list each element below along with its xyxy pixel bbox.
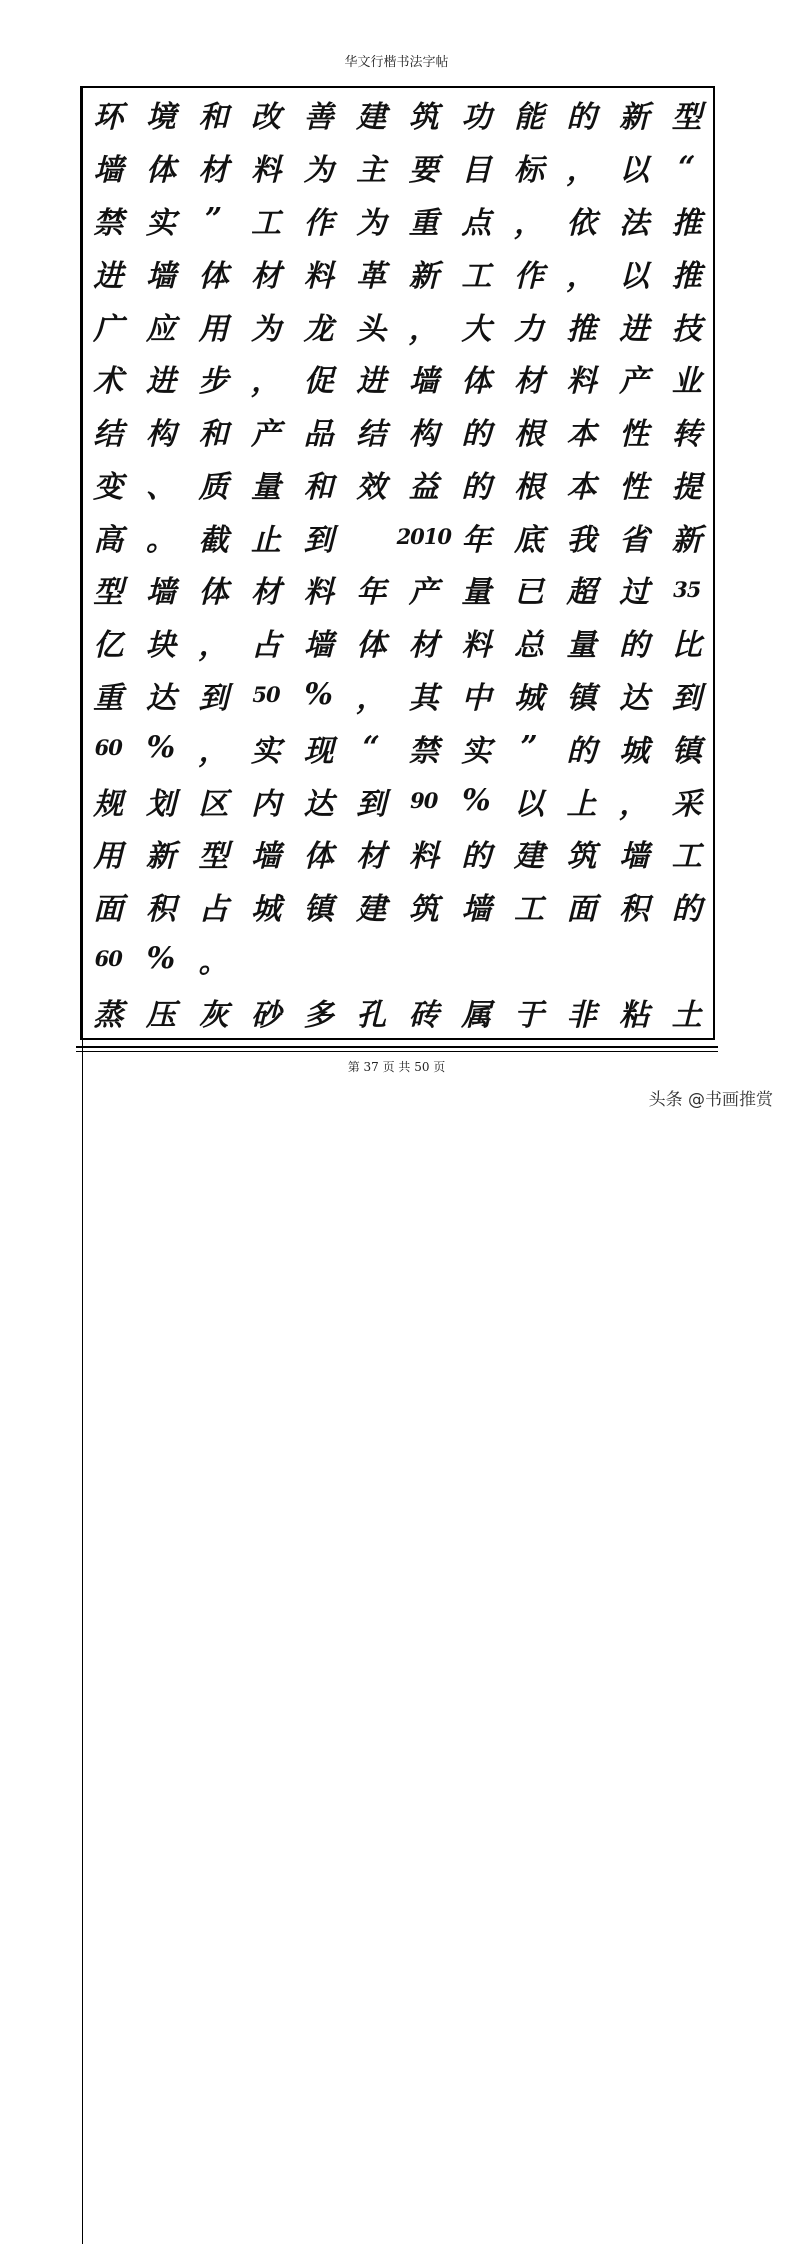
grid-character: ， (513, 205, 544, 241)
grid-character: 进 (356, 364, 387, 400)
grid-character: 面 (93, 892, 124, 928)
grid-character: ” (520, 730, 538, 766)
grid-character (555, 932, 608, 985)
grid-character: 墙 (251, 839, 282, 875)
grid-character: 积 (145, 892, 176, 928)
grid-character: 禁 (93, 205, 124, 241)
grid-character (608, 932, 661, 985)
grid-character (397, 932, 450, 985)
grid-character: 面 (566, 892, 597, 928)
grid-character: 属 (461, 997, 492, 1033)
grid-character: 量 (251, 469, 282, 505)
footer-divider-thin (76, 1051, 718, 1052)
grid-character (345, 510, 398, 563)
grid-character: 的 (566, 100, 597, 136)
grid-character: % (146, 730, 176, 766)
grid-character: 步 (198, 364, 229, 400)
grid-character: 效 (356, 469, 387, 505)
grid-character: ， (566, 153, 597, 189)
grid-character: 主 (356, 153, 387, 189)
grid-character: 为 (251, 311, 282, 347)
grid-character: 根 (513, 417, 544, 453)
grid-character: 新 (671, 522, 702, 558)
grid-character: 90 (410, 788, 438, 813)
grid-character: 墙 (93, 153, 124, 189)
calligraphy-grid (80, 86, 715, 1040)
grid-character: 、 (145, 469, 176, 505)
grid-character: 60 (94, 946, 122, 972)
grid-character: 和 (303, 469, 334, 505)
grid-character: 体 (198, 258, 229, 294)
grid-character: 35 (673, 576, 701, 602)
grid-character (345, 932, 398, 985)
grid-character: 推 (671, 205, 702, 241)
grid-character: 依 (566, 205, 597, 241)
grid-character: ， (251, 364, 282, 400)
grid-character: 体 (198, 575, 229, 611)
grid-character: 根 (513, 469, 544, 505)
grid-character: 超 (566, 575, 597, 611)
grid-character: 材 (408, 628, 439, 664)
grid-character: 体 (356, 628, 387, 664)
grid-character: 推 (566, 311, 597, 347)
grid-character: 多 (303, 997, 334, 1033)
grid-character: 进 (145, 364, 176, 400)
grid-character: 比 (671, 628, 702, 664)
grid-character: 实 (145, 205, 176, 241)
grid-character: 标 (513, 153, 544, 189)
grid-character: 亿 (93, 628, 124, 664)
grid-character: 材 (251, 258, 282, 294)
grid-character: 孔 (356, 997, 387, 1033)
grid-character: 力 (513, 311, 544, 347)
grid-character: “ (362, 730, 380, 766)
grid-character: 型 (671, 100, 702, 136)
grid-character: 以 (619, 258, 650, 294)
grid-character: 实 (251, 733, 282, 769)
grid-character: 本 (566, 469, 597, 505)
grid-character: 到 (671, 680, 702, 716)
grid-character: 城 (251, 892, 282, 928)
grid-character: 质 (198, 469, 229, 505)
grid-character: “ (678, 149, 696, 185)
grid-character: 量 (461, 575, 492, 611)
grid-character: 。 (198, 944, 229, 980)
grid-character: 底 (513, 522, 544, 558)
grid-character: 灰 (198, 997, 229, 1033)
grid-character: 型 (198, 839, 229, 875)
grid-character: 筑 (566, 839, 597, 875)
page-title: 华文行楷书法字帖 (344, 55, 449, 70)
grid-character: 的 (461, 417, 492, 453)
grid-character: 新 (145, 839, 176, 875)
grid-character: 大 (461, 311, 492, 347)
grid-character: 本 (566, 417, 597, 453)
grid-character: 性 (619, 417, 650, 453)
grid-character: 业 (671, 364, 702, 400)
grid-character: 性 (619, 469, 650, 505)
grid-character: 能 (513, 100, 544, 136)
grid-character: 非 (566, 997, 597, 1033)
grid-character: 应 (145, 311, 176, 347)
grid-character: 品 (303, 417, 334, 453)
grid-character: 构 (145, 417, 176, 453)
grid-character: 中 (461, 680, 492, 716)
grid-character: 料 (303, 575, 334, 611)
grid-character: 构 (408, 417, 439, 453)
grid-character: 于 (513, 997, 544, 1033)
grid-character: 的 (566, 733, 597, 769)
grid-character: 进 (93, 258, 124, 294)
grid-character: 料 (566, 364, 597, 400)
grid-character: 环 (93, 100, 124, 136)
grid-character: 划 (145, 786, 176, 822)
grid-character: 点 (461, 205, 492, 241)
grid-character: 墙 (145, 258, 176, 294)
grid-character: 进 (619, 311, 650, 347)
grid-character: 禁 (408, 733, 439, 769)
grid-character: 压 (145, 997, 176, 1033)
grid-character: 截 (198, 522, 229, 558)
grid-character: 筑 (408, 100, 439, 136)
grid-character: 年 (461, 522, 492, 558)
grid-character: 达 (619, 680, 650, 716)
grid-character: 功 (461, 100, 492, 136)
grid-character: 块 (145, 628, 176, 664)
grid-character: 用 (198, 311, 229, 347)
grid-character: 推 (671, 258, 702, 294)
grid-character: 为 (356, 205, 387, 241)
grid-character: 料 (251, 153, 282, 189)
grid-character: 城 (513, 680, 544, 716)
grid-character: 到 (356, 786, 387, 822)
grid-character: ， (566, 258, 597, 294)
grid-character: 止 (251, 522, 282, 558)
grid-character: 到 (198, 680, 229, 716)
grid-character: 作 (303, 205, 334, 241)
grid-character: 。 (145, 522, 176, 558)
grid-character: 为 (303, 153, 334, 189)
grid-character (660, 932, 713, 985)
grid-character: ， (619, 786, 650, 822)
grid-character: 工 (513, 892, 544, 928)
grid-character: 建 (356, 100, 387, 136)
grid-character: 和 (198, 100, 229, 136)
grid-character: 占 (198, 892, 229, 928)
grid-character: 采 (671, 786, 702, 822)
grid-character: 规 (93, 786, 124, 822)
grid-character: 重 (408, 205, 439, 241)
grid-character: 墙 (303, 628, 334, 664)
grid-character: 工 (671, 839, 702, 875)
grid-character: 镇 (566, 680, 597, 716)
grid-character: 境 (145, 100, 176, 136)
grid-character: 总 (513, 628, 544, 664)
grid-character: 变 (93, 469, 124, 505)
grid-column-line (82, 1988, 83, 2244)
page-number: 第 37 页 共 50 页 (347, 1060, 446, 1074)
grid-character: 益 (408, 469, 439, 505)
grid-character: 建 (513, 839, 544, 875)
grid-character: 新 (619, 100, 650, 136)
grid-character: ” (204, 202, 223, 238)
grid-character: 的 (461, 839, 492, 875)
grid-character: 工 (251, 205, 282, 241)
grid-character: 产 (408, 575, 439, 611)
grid-character (240, 932, 293, 985)
grid-character: 以 (619, 153, 650, 189)
grid-character: 技 (671, 311, 702, 347)
grid-character: 2010 (396, 524, 452, 550)
grid-character: 现 (303, 733, 334, 769)
grid-character: 粘 (619, 997, 650, 1033)
grid-character: 材 (198, 153, 229, 189)
grid-character: 型 (93, 575, 124, 611)
grid-character: 法 (619, 205, 650, 241)
grid-character: % (462, 783, 491, 818)
grid-character: 术 (93, 364, 124, 400)
grid-character: 结 (356, 417, 387, 453)
grid-character (450, 932, 503, 985)
grid-character: 新 (408, 258, 439, 294)
grid-character: 的 (619, 628, 650, 664)
grid-character: 要 (408, 153, 439, 189)
grid-character: 产 (619, 364, 650, 400)
grid-character: 材 (356, 839, 387, 875)
grid-character: 量 (566, 628, 597, 664)
grid-character: 龙 (303, 311, 334, 347)
grid-character: 60 (94, 735, 122, 761)
grid-character: 区 (198, 786, 229, 822)
grid-character: 镇 (671, 733, 702, 769)
grid-character: 广 (93, 311, 124, 347)
grid-character: 建 (356, 892, 387, 928)
grid-character: 的 (461, 469, 492, 505)
grid-character: 目 (461, 153, 492, 189)
grid-character: 砖 (408, 997, 439, 1033)
grid-character: 年 (356, 575, 387, 611)
grid-character: ， (198, 628, 229, 664)
grid-character: 内 (251, 786, 282, 822)
grid-character: 善 (303, 100, 334, 136)
grid-character: 高 (93, 522, 124, 558)
grid-character: ， (198, 733, 229, 769)
grid-character: 重 (93, 680, 124, 716)
grid-character: 蒸 (93, 997, 124, 1033)
grid-character: 产 (251, 417, 282, 453)
grid-character: 砂 (251, 997, 282, 1033)
grid-character: % (304, 677, 333, 713)
grid-character: 和 (198, 417, 229, 453)
grid-character: 城 (619, 733, 650, 769)
grid-character: 筑 (408, 892, 439, 928)
grid-character: 工 (461, 258, 492, 294)
grid-character: 达 (145, 680, 176, 716)
grid-character: 到 (303, 522, 334, 558)
grid-character: 墙 (408, 364, 439, 400)
grid-character: 50 (252, 682, 280, 708)
grid-character: 已 (513, 575, 544, 611)
grid-character: 墙 (619, 839, 650, 875)
grid-character: 材 (251, 575, 282, 611)
grid-character: 上 (566, 786, 597, 822)
grid-character: 改 (251, 100, 282, 136)
grid-character: 的 (671, 892, 702, 928)
grid-character: 墙 (145, 575, 176, 611)
grid-character: 革 (356, 258, 387, 294)
grid-character: 体 (145, 153, 176, 189)
grid-character: 结 (93, 417, 124, 453)
grid-character: 其 (408, 680, 439, 716)
grid-character: 料 (408, 839, 439, 875)
footer-divider-thick (76, 1046, 718, 1048)
grid-character: 用 (93, 839, 124, 875)
grid-character: % (146, 941, 176, 977)
grid-character: ， (408, 311, 439, 347)
grid-character (292, 932, 345, 985)
grid-character: 镇 (303, 892, 334, 928)
grid-character: 头 (356, 311, 387, 347)
grid-character: 省 (619, 522, 650, 558)
grid-character: 我 (566, 522, 597, 558)
grid-character: 土 (671, 997, 702, 1033)
grid-character: 过 (619, 575, 650, 611)
grid-character: 体 (303, 839, 334, 875)
grid-character: 体 (461, 364, 492, 400)
grid-character: 提 (671, 469, 702, 505)
grid-column-line (82, 1038, 83, 1988)
grid-character: 积 (619, 892, 650, 928)
grid-character: 转 (671, 417, 702, 453)
grid-character: 料 (461, 628, 492, 664)
grid-character: 墙 (461, 892, 492, 928)
source-watermark: 头条 @书画推赏 (648, 1090, 773, 1110)
grid-character: 达 (303, 786, 334, 822)
grid-character (502, 932, 555, 985)
grid-character: 料 (303, 258, 334, 294)
grid-character: 实 (461, 733, 492, 769)
grid-character: 作 (513, 258, 544, 294)
grid-character: 促 (303, 364, 334, 400)
grid-character: 占 (251, 628, 282, 664)
grid-character: ， (356, 680, 387, 716)
grid-character: 以 (513, 786, 544, 822)
grid-character: 材 (513, 364, 544, 400)
